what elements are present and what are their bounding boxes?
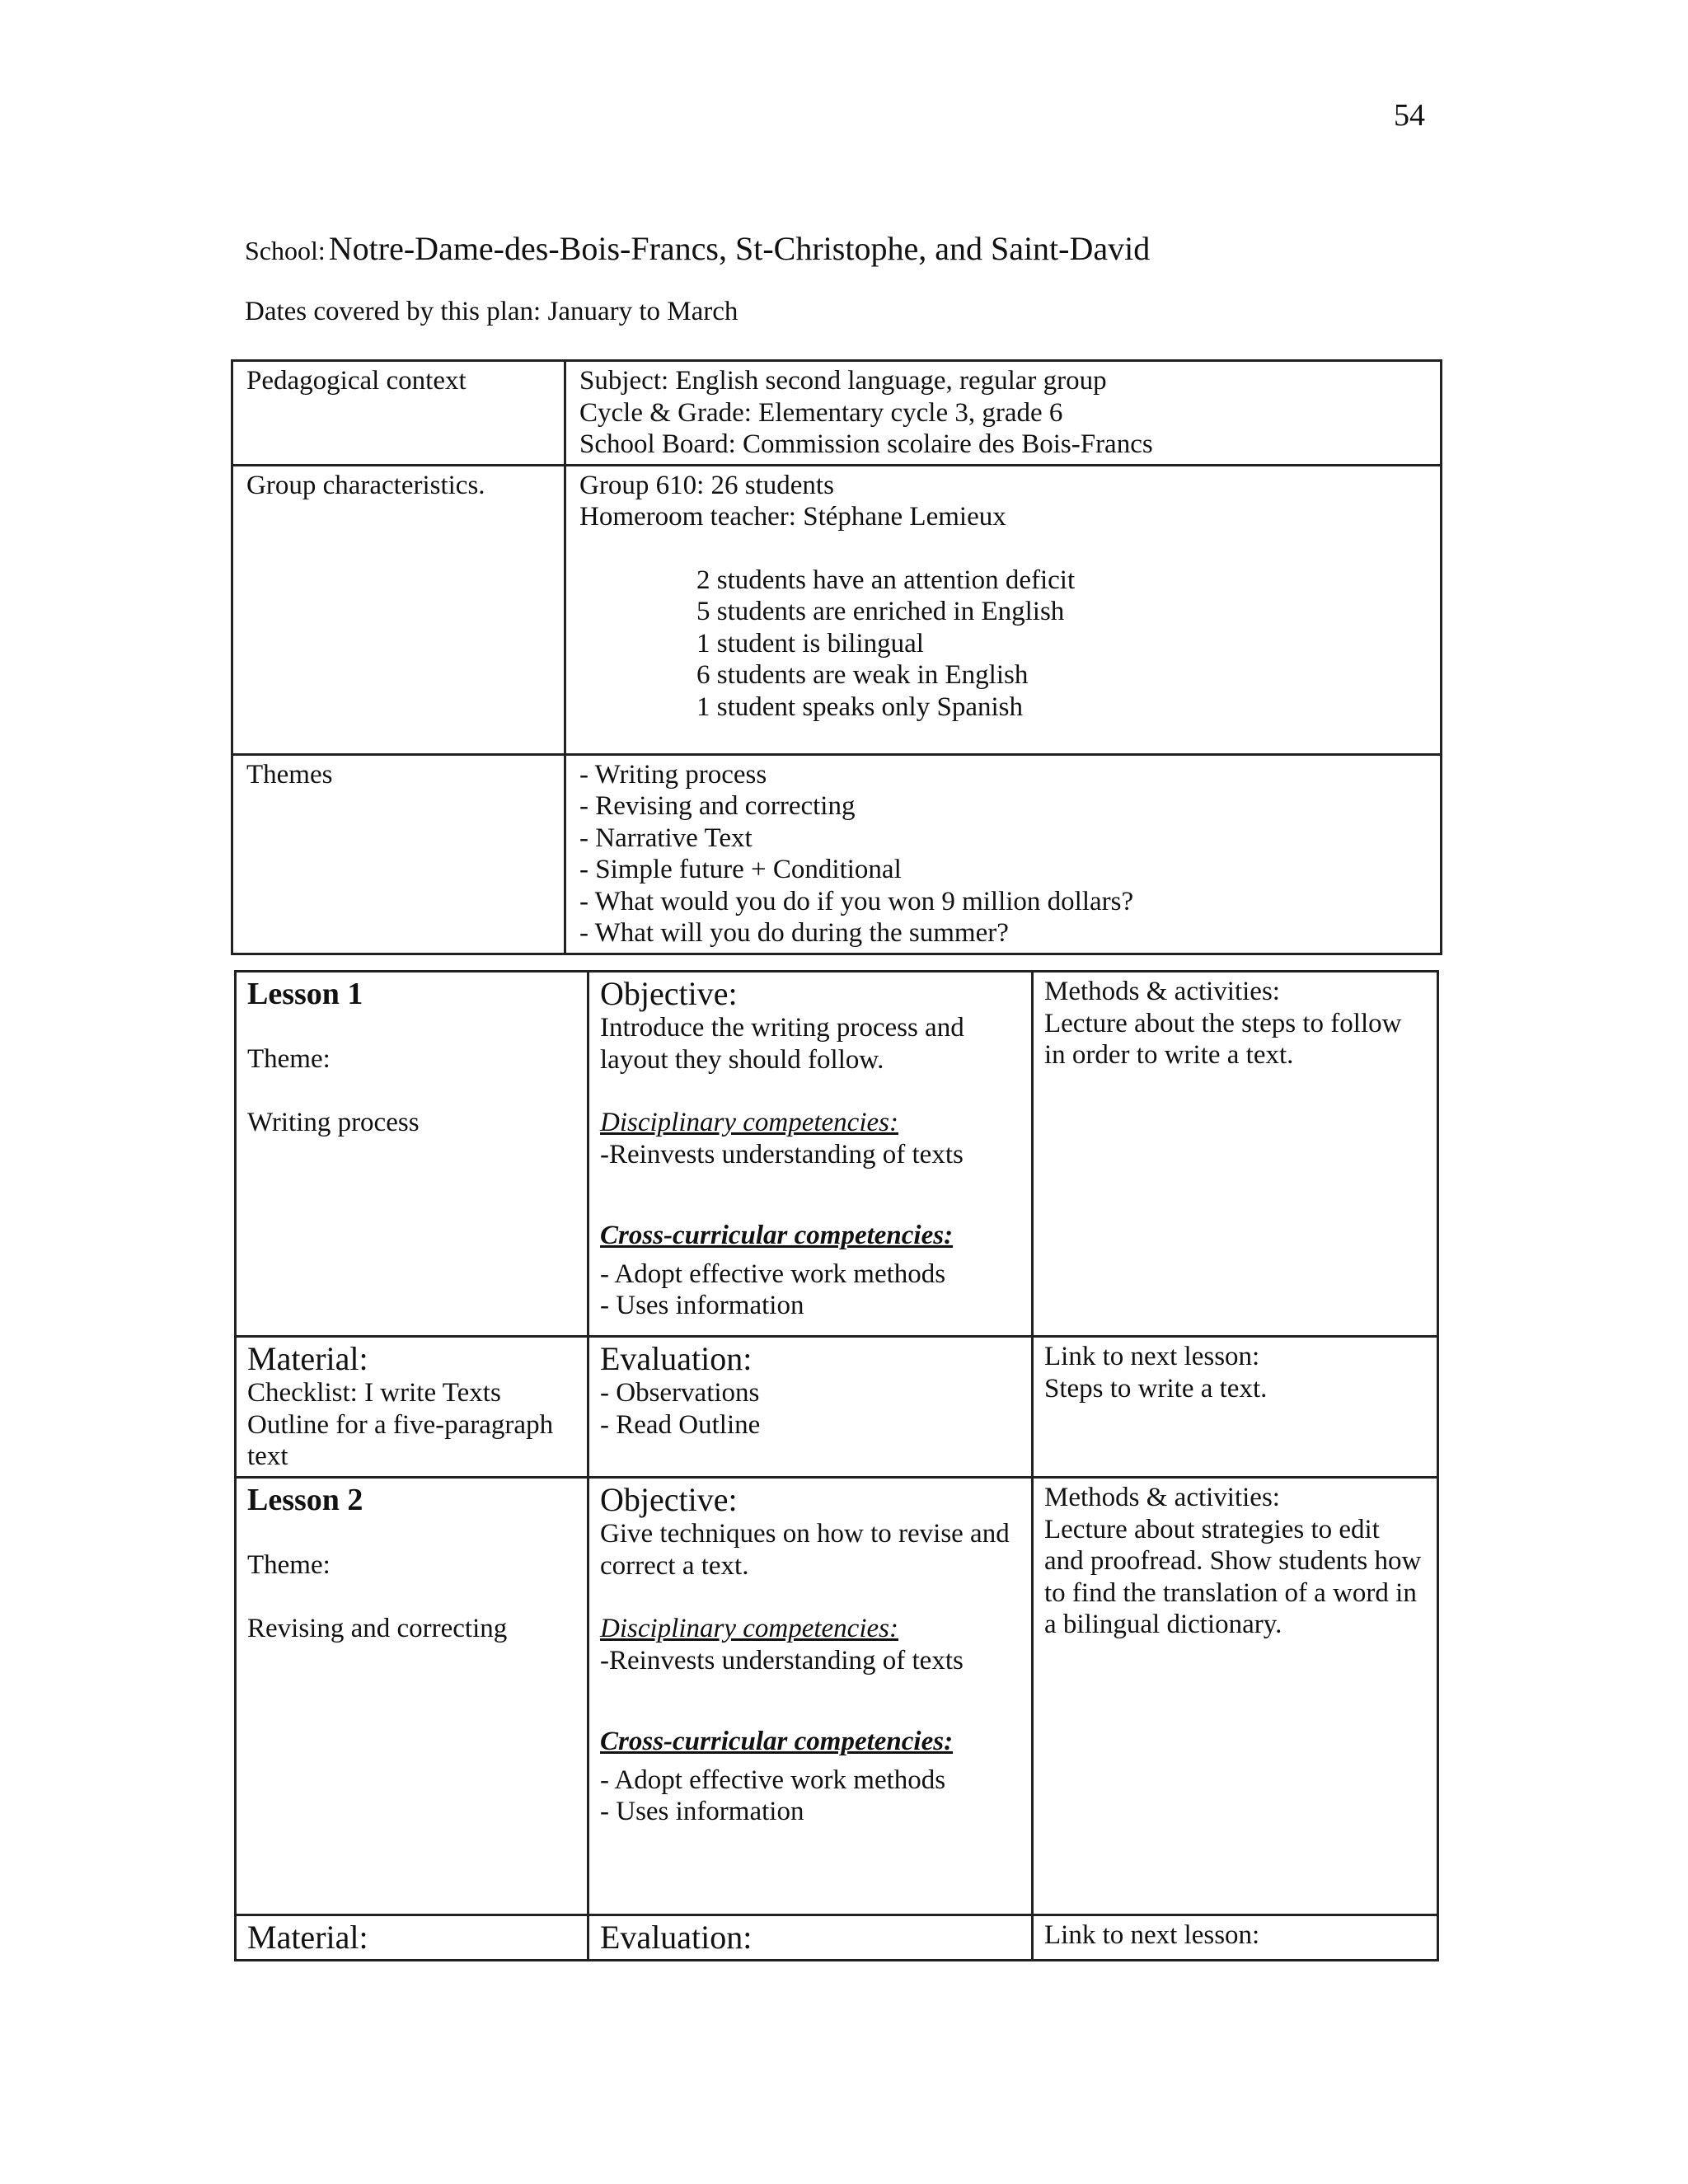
student-note: 5 students are enriched in English [696, 597, 1065, 626]
lesson-2-methods [1033, 1478, 1438, 1915]
lesson-2-objective [588, 1478, 1033, 1915]
subject-line: Subject: English second language, regular group [579, 366, 1107, 396]
lesson-2-disciplinary: -Reinvests understanding of texts [600, 1645, 964, 1675]
group-line: Group 610: 26 students [579, 470, 834, 500]
lesson-1-objective-line: Introduce the writing process and [600, 1013, 964, 1043]
lesson-1-title: Lesson 1 [247, 977, 363, 1011]
page-number: 54 [1394, 98, 1425, 133]
theme-item: - Simple future + Conditional [579, 855, 902, 884]
pedagogical-context-label: Pedagogical context [232, 361, 565, 466]
lesson-2-cross-label: Cross-curricular competencies: [600, 1727, 954, 1756]
lesson-1-evaluation-line: - Observations [600, 1378, 760, 1408]
lesson-table [234, 970, 1439, 1961]
lesson-2-objective-label: Objective: [600, 1481, 738, 1518]
group-characteristics-label: Group characteristics. [232, 465, 565, 754]
lesson-1-methods [1033, 972, 1438, 1337]
school-label: School: [245, 236, 326, 265]
homeroom-teacher-line: Homeroom teacher: Stéphane Lemieux [579, 502, 1006, 532]
lesson-1-methods-label: Methods & activities: [1044, 977, 1280, 1006]
lesson-2-material-row [236, 1915, 1438, 1961]
lesson-1-cross-item: - Uses information [600, 1291, 804, 1320]
theme-item: - What will you do during the summer? [579, 918, 1009, 948]
lesson-1-material-line: Outline for a five-paragraph [247, 1409, 554, 1440]
student-note: 6 students are weak in English [696, 660, 1029, 690]
theme-item: - Writing process [579, 759, 767, 790]
lesson-1-cross-item: - Adopt effective work methods [600, 1258, 946, 1289]
group-characteristics-row [232, 465, 1442, 754]
lesson-2-cross-item: - Adopt effective work methods [600, 1765, 946, 1795]
dates-covered: Dates covered by this plan: January to March [245, 297, 738, 326]
lesson-1-link-text: Steps to write a text. [1044, 1373, 1268, 1404]
lesson-1-theme-label: Theme: [247, 1044, 331, 1074]
lesson-2-objective-line: Give techniques on how to revise and [600, 1519, 1010, 1549]
lesson-1-objective-label: Objective: [600, 975, 738, 1012]
lesson-1-objective-line: layout they should follow. [600, 1044, 884, 1075]
lesson-1-disciplinary-label: Disciplinary competencies: [600, 1108, 898, 1137]
lesson-2-theme: Revising and correcting [247, 1613, 508, 1643]
lesson-1-evaluation-line: - Read Outline [600, 1409, 761, 1440]
student-note: 1 student is bilingual [696, 628, 924, 658]
lesson-1-objective [588, 972, 1033, 1337]
student-note: 2 students have an attention deficit [696, 565, 1076, 595]
themes-label: Themes [232, 754, 565, 954]
lesson-1-theme: Writing process [247, 1107, 420, 1137]
lesson-2-evaluation [588, 1915, 1033, 1961]
lesson-2-link [1033, 1915, 1438, 1961]
lesson-1-evaluation [588, 1337, 1033, 1478]
lesson-1-link-label: Link to next lesson: [1044, 1342, 1260, 1371]
pedagogical-context-row [232, 361, 1442, 466]
lesson-2-theme-label: Theme: [247, 1550, 331, 1580]
lesson-1-info [236, 972, 588, 1337]
theme-item: - What would you do if you won 9 million dollars? [579, 886, 1134, 916]
lesson-2-objective-line: correct a text. [600, 1550, 749, 1581]
lesson-2-methods-line: a bilingual dictionary. [1044, 1610, 1282, 1639]
lesson-1-row [236, 972, 1438, 1337]
lesson-1-material [236, 1337, 588, 1478]
themes-list [565, 754, 1442, 954]
lesson-1-link [1033, 1337, 1438, 1478]
school-name: Notre-Dame-des-Bois-Francs, St-Christophe, and Saint-David [328, 230, 1151, 267]
lesson-2-methods-line: Lecture about strategies to edit [1044, 1514, 1380, 1544]
pedagogical-context-value [565, 361, 1442, 466]
themes-row [232, 754, 1442, 954]
lesson-2-info [236, 1478, 588, 1915]
lesson-1-methods-line: Lecture about the steps to follow [1044, 1008, 1402, 1038]
lesson-1-material-line: Checklist: I write Texts [247, 1378, 501, 1408]
student-note: 1 student speaks only Spanish [696, 691, 1023, 722]
lesson-2-material-label: Material: [247, 1919, 368, 1956]
group-characteristics-value [565, 465, 1442, 754]
lesson-1-disciplinary: -Reinvests understanding of texts [600, 1139, 964, 1169]
lesson-1-methods-line: in order to write a text. [1044, 1040, 1294, 1070]
lesson-1-evaluation-label: Evaluation: [600, 1340, 753, 1377]
lesson-2-methods-line: to find the translation of a word in [1044, 1577, 1417, 1608]
lesson-2-title: Lesson 2 [247, 1483, 363, 1517]
context-table [231, 359, 1442, 955]
lesson-2-methods-line: and proofread. Show students how [1044, 1546, 1422, 1576]
lesson-1-material-line: text [247, 1441, 288, 1471]
lesson-2-material [236, 1915, 588, 1961]
theme-item: - Revising and correcting [579, 791, 856, 821]
theme-item: - Narrative Text [579, 823, 753, 853]
lesson-2-disciplinary-label: Disciplinary competencies: [600, 1614, 898, 1643]
lesson-1-material-row [236, 1337, 1438, 1478]
lesson-2-link-label: Link to next lesson: [1044, 1920, 1260, 1950]
cycle-grade-line: Cycle & Grade: Elementary cycle 3, grade 6 [579, 397, 1063, 428]
lesson-2-row [236, 1478, 1438, 1915]
lesson-2-cross-item: - Uses information [600, 1797, 804, 1826]
lesson-1-cross-label: Cross-curricular competencies: [600, 1221, 954, 1250]
lesson-1-material-label: Material: [247, 1340, 368, 1377]
lesson-2-methods-label: Methods & activities: [1044, 1483, 1280, 1512]
lesson-2-evaluation-label: Evaluation: [600, 1919, 753, 1956]
school-board-line: School Board: Commission scolaire des Bois-Francs [579, 429, 1153, 459]
school-line [245, 229, 1150, 268]
